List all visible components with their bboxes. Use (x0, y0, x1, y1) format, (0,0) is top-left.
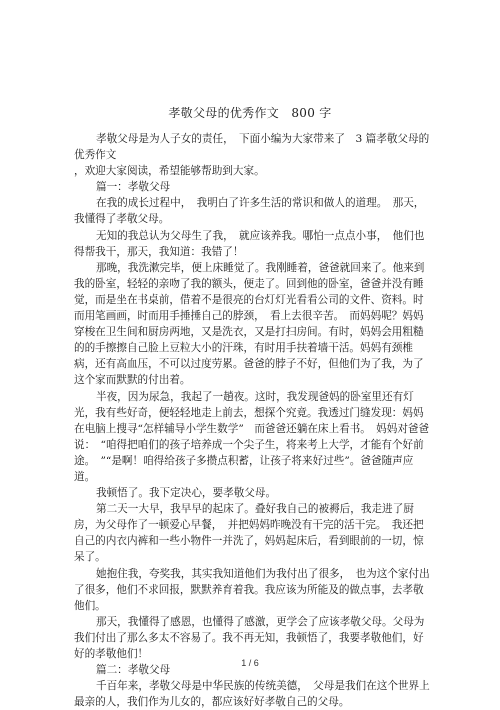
page-indicator: 1 / 6 (241, 658, 259, 668)
section-heading-2: 篇二：孝敬父母 (96, 664, 171, 677)
document-title: 孝敬父母的优秀作文 800 字 (168, 106, 332, 120)
intro-paragraph-continued: ，欢迎大家阅读，希望能够帮助到大家。 (74, 165, 265, 178)
paragraph: 那天，我懂得了感恩，也懂得了感激，更学会了应该孝敬父母。父母为我们付出了那么多太不容易了。我不再无知，我顿悟了，我要孝敬他们，好好的孝敬他们！ (74, 615, 425, 660)
paragraph: 在我的成长过程中， 我明白了许多生活的常识和做人的道理。 那天，我懂得了孝敬父母。 (74, 197, 425, 226)
paragraph: 第二天一大早，我早早的起床了。叠好我自己的被褥后，我走进了厨房，为父母作了一顿爱心早餐， 并把妈妈昨晚没有干完的活干完。 我还把自己的内衣内裤和一些小物件一并洗了，妈妈起床后，看到眼前的一切，惊呆了。 (74, 503, 424, 564)
intro-paragraph: 孝敬父母是为人子女的责任， 下面小编为大家带来了 3 篇孝敬父母的优秀作文 (74, 133, 430, 162)
section-heading-1: 篇一：孝敬父母 (96, 181, 171, 194)
paragraph: 千百年来，孝敬父母是中华民族的传统美德， 父母是我们在这个世界上最亲的人，我们作为儿女的，都应该好好孝敬自己的父母。 (74, 680, 430, 709)
paragraph: 无知的我总认为父母生了我， 就应该养我。哪怕一点点小事， 他们也得帮我干，那天，我知道：我错了！ (74, 229, 425, 258)
paragraph: 我顿悟了。我下定决心，要孝敬父母。 (96, 487, 277, 500)
paragraph: 那晚，我洗漱完毕，便上床睡觉了。我刚睡着，爸爸就回来了。他来到我的卧室，轻轻的亲吻了我的额头，便走了。回到他的卧室，爸爸并没有睡觉，而是坐在书桌前，借着不是很亮的台灯灯光看看公司的文件、资料。时而用笔画画，时而用手捶捶自己的脖颈， 看上去很辛苦。 而妈妈呢？妈妈穿梭在卫生间和厨房两地，又是洗衣，又是打扫房间。有时，妈妈会用粗糙的的手擦擦自己脸上豆粒大小的汗珠，有时用手扶着墙干活。妈妈有颈椎病，还有高血压，不可以过度劳累。爸爸的脖子不好，但他们为了我，为了这个家而默默的付出着。 (74, 261, 425, 387)
paragraph: 半夜，因为尿急，我起了一趟夜。这时，我发现爸妈的卧室里还有灯光，我有些好奇，便轻轻地走上前去，想探个究竟。我透过门缝发现：妈妈在电脑上搜寻“怎样辅导小学生数学” 而爸爸还躺在床上看书。 妈妈对爸爸说： “咱得把咱们的孩子培养成一个尖子生，将来考上大学，才能有个好前途。 ”“是啊！咱得给孩子多攒点积蓄，让孩子将来好过些”。爸爸随声应道。 (74, 390, 430, 483)
paragraph: 她抱住我，夸奖我，其实我知道他们为我付出了很多， 也为这个家付出了很多，他们不求回报，默默养育着我。我应该为所能及的做点事，去孝敬他们。 (74, 567, 430, 612)
document-body (74, 131, 430, 710)
